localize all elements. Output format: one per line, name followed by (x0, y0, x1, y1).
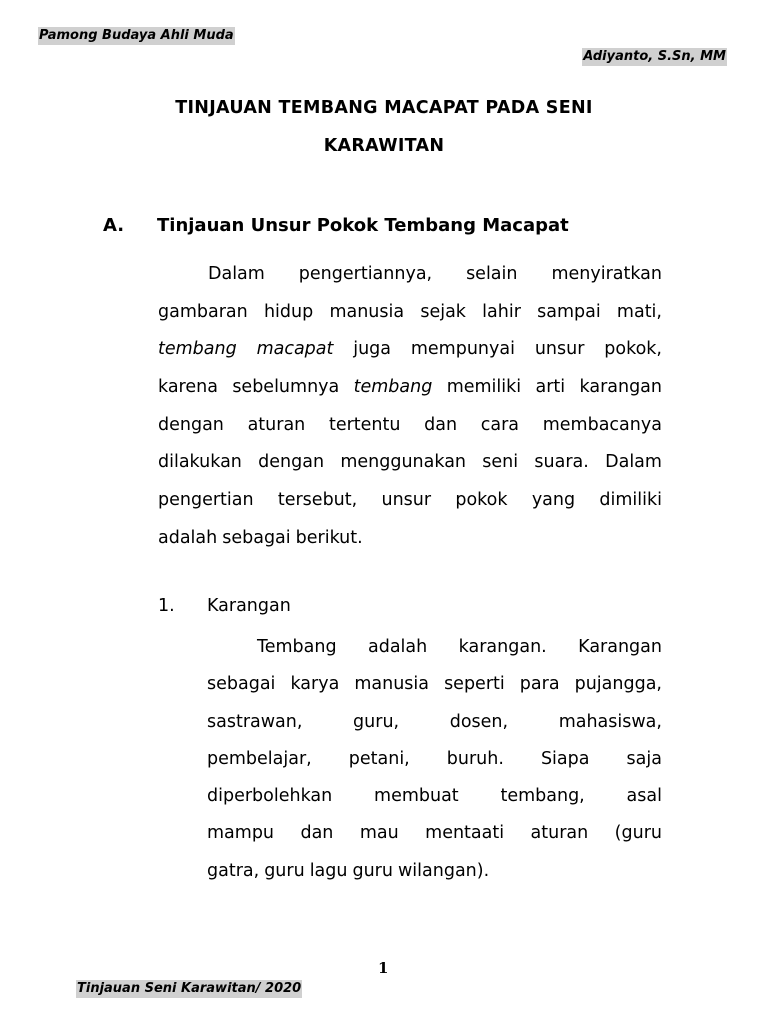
word: aturan (247, 414, 306, 435)
paragraph-karangan (207, 629, 662, 890)
word: Dalam (208, 264, 265, 284)
word: sastrawan, (207, 711, 303, 732)
word: membuat (374, 786, 459, 807)
word: Siapa (540, 748, 590, 769)
word: guru (264, 860, 305, 881)
list-item-number: 1. (158, 596, 175, 616)
word: sebagai (222, 527, 291, 548)
word: arti (535, 377, 566, 398)
word: seperti (444, 674, 505, 695)
paragraph-line (207, 853, 662, 890)
word: unsur (381, 490, 432, 511)
word: para (519, 674, 560, 695)
word: mentaati (425, 823, 505, 844)
paragraph-line (207, 629, 662, 666)
word: tersebut, (277, 490, 358, 511)
word: manusia (354, 674, 430, 695)
word: tertentu (328, 414, 401, 435)
italic-term: macapat (256, 339, 334, 360)
word: dan (424, 414, 458, 435)
paragraph-line (207, 815, 662, 852)
word: sampai (537, 301, 601, 322)
word: suara. (534, 452, 589, 473)
paragraph-line (158, 294, 662, 332)
italic-term: tembang (353, 377, 433, 398)
word: tembang, (500, 786, 585, 807)
paragraph-line (158, 444, 662, 482)
word: adalah (368, 637, 428, 657)
paragraph-line (158, 520, 662, 558)
section-letter: A. (103, 215, 125, 236)
word: mati, (616, 301, 662, 322)
word: dan (300, 823, 334, 844)
word: menggunakan (340, 452, 467, 473)
word: gambaran (158, 301, 248, 322)
paragraph-line (207, 778, 662, 815)
word: dilakukan (158, 452, 242, 473)
running-footer: Tinjauan Seni Karawitan/ 2020 (77, 981, 302, 996)
running-header-right: Adiyanto, S.Sn, MM (583, 49, 726, 64)
word: gatra, (207, 860, 260, 881)
paragraph-line (207, 741, 662, 778)
paragraph-line (158, 256, 662, 294)
word: karena (158, 377, 218, 398)
word: pengertiannya, (298, 264, 433, 284)
list-item-title: Karangan (207, 596, 291, 616)
word: manusia (329, 301, 405, 322)
word: cara (480, 414, 520, 435)
paragraph-line (207, 704, 662, 741)
word: menyiratkan (551, 264, 662, 284)
word: mahasiswa, (558, 711, 662, 732)
word: diperbolehkan (207, 786, 333, 807)
word: mau (359, 823, 399, 844)
word: Karangan (578, 637, 662, 657)
word: unsur (534, 339, 585, 360)
word: sebagai (207, 674, 276, 695)
word: pengertian (158, 490, 254, 511)
word: lagu (309, 860, 348, 881)
word: adalah (158, 527, 218, 548)
word: aturan (530, 823, 589, 844)
paragraph-line (158, 369, 662, 407)
word: hidup (263, 301, 314, 322)
word: membacanya (542, 414, 662, 435)
page-number: 1 (378, 959, 389, 977)
word: karangan. (458, 637, 547, 657)
word: lahir (482, 301, 521, 322)
document-title-line-1: TINJAUAN TEMBANG MACAPAT PADA SENI (175, 98, 593, 118)
paragraph-line (207, 666, 662, 703)
paragraph-line (158, 482, 662, 520)
word: Tembang (257, 637, 337, 657)
italic-term: tembang (158, 339, 237, 360)
word: buruh. (446, 748, 504, 769)
word: yang (531, 490, 576, 511)
word: selain (466, 264, 518, 284)
paragraph-line (158, 407, 662, 445)
word: mampu (207, 823, 275, 844)
word: dengan (258, 452, 325, 473)
word: pokok, (604, 339, 662, 360)
word: juga (353, 339, 392, 360)
document-title-line-2: KARAWITAN (323, 136, 445, 156)
word: sejak (420, 301, 466, 322)
word: seni (482, 452, 519, 473)
word: guru (352, 860, 393, 881)
running-header-left: Pamong Budaya Ahli Muda (39, 28, 234, 43)
word: petani, (348, 748, 410, 769)
word: wilangan). (397, 860, 490, 881)
word: Dalam (605, 452, 662, 473)
word: memiliki (446, 377, 522, 398)
paragraph-line (158, 331, 662, 369)
word: dosen, (449, 711, 509, 732)
word: berikut. (295, 527, 363, 548)
word: sebelumnya (232, 377, 340, 398)
word: (guru (614, 823, 662, 844)
word: karangan (579, 377, 662, 398)
word: karya (290, 674, 340, 695)
word: mempunyai (410, 339, 515, 360)
word: dimiliki (599, 490, 662, 511)
word: dengan (158, 414, 224, 435)
word: saja (626, 748, 662, 769)
word: asal (626, 786, 662, 807)
word: guru, (353, 711, 400, 732)
paragraph-unsur-pokok (158, 256, 662, 558)
word: pembelajar, (207, 748, 312, 769)
word: pokok (455, 490, 508, 511)
section-title: Tinjauan Unsur Pokok Tembang Macapat (157, 215, 569, 236)
word: pujangga, (574, 674, 662, 695)
